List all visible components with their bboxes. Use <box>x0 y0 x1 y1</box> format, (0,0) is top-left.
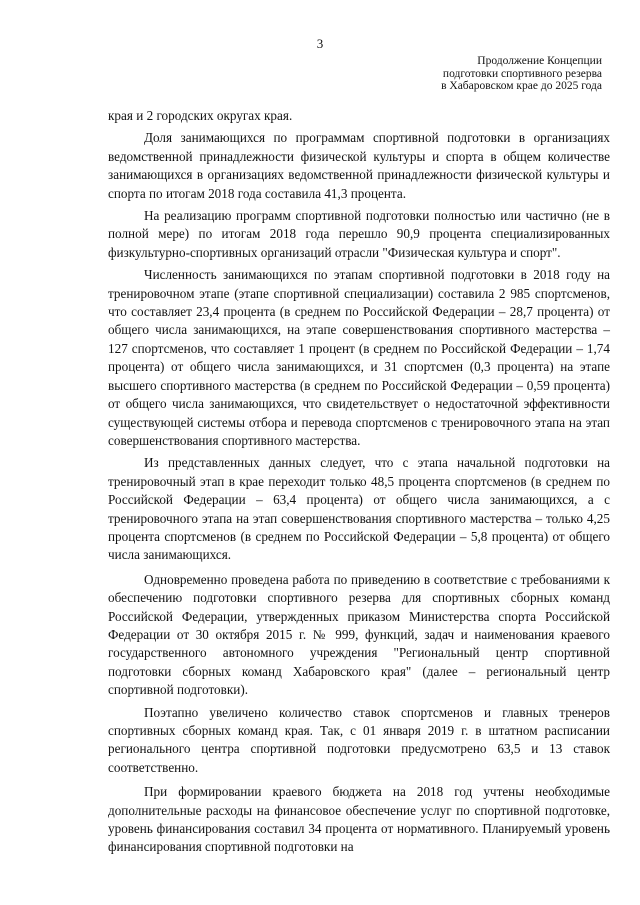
paragraph: Доля занимающихся по программам спортивной подготовки в организациях ведомственной принадлежности физической культуры и спорта в общем количестве занимающихся в организациях ведомственной принадлежности физической культуры и спорта по итогам 2018 года составила 41,3 процента. <box>108 130 610 201</box>
paragraph: Численность занимающихся по этапам спортивной подготовки в 2018 году на тренировочном этапе (этапе спортивной специализации) составила 2 985 спортсменов, что составляет 23,4 процента (в среднем по Российской Федерации – 28,7 процента) от общего числа занимающихся, на этапе совершенствования спортивного мастерства – 127 спортсменов, что составляет 1 процент (в среднем по Российской Федерации – 1,74 процента) от общего числа занимающихся, и 31 спортсмен (0,3 процента) на этапе высшего спортивного мастерства (в среднем по Российской Федерации – 0,59 процента) от общего числа занимающихся, что свидетельствует о недостаточной эффективности существующей системы отбора и перевода спортсменов с тренировочного этапа на этап совершенствования спортивного мастерства. <box>108 267 610 448</box>
header-note-line: в Хабаровском крае до 2025 года <box>441 80 602 92</box>
paragraph: На реализацию программ спортивной подготовки полностью или частично (не в полной мере) по итогам 2018 года перешло 90,9 процента специализированных физкультурно-спортивных организаций отрасли "Физическая культура и спорт". <box>108 208 610 260</box>
page-number: 3 <box>316 36 324 51</box>
paragraph: Одновременно проведена работа по приведению в соответствие с требованиями к обеспечению подготовки спортивного резерва для спортивных сборных команд Российской Федерации, утвержденных приказом Министерства спорта Российской Федерации от 30 октября 2015 г. № 999, функций, задач и наименования краевого государственного автономного учреждения "Региональный центр спортивной подготовки сборных команд Хабаровского края" (далее – региональный центр спортивной подготовки). <box>108 571 610 698</box>
document-header-note <box>362 55 602 93</box>
header-note-line: подготовки спортивного резерва <box>442 67 602 80</box>
paragraph: края и 2 городских округах края. <box>108 108 293 123</box>
paragraph: Поэтапно увеличено количество ставок спортсменов и главных тренеров спортивных сборных команд края. Так, с 01 января 2019 г. в штатном расписании регионального центра спортивной подготовки предусмотрено 63,5 и 13 ставок соответственно. <box>108 704 610 775</box>
paragraph: При формировании краевого бюджета на 2018 год учтены необходимые дополнительные расходы на финансовое обеспечение услуг по спортивной подготовке, уровень финансирования составил 34 процента от нормативного. Планируемый уровень финансирования спортивной подготовки на <box>108 784 610 855</box>
paragraph: Из представленных данных следует, что с этапа начальной подготовки на тренировочный этап в крае переходит только 48,5 процента спортсменов (в среднем по Российской Федерации – 63,4 процента) от общего числа занимающихся, а с тренировочного этапа на этап совершенствования спортивного мастерства – только 4,25 процента спортсменов (в среднем по Российской Федерации – 5,8 процента) от общего числа занимающихся. <box>108 455 610 563</box>
document-body <box>108 107 610 857</box>
header-note-line: Продолжение Концепции <box>477 55 602 67</box>
